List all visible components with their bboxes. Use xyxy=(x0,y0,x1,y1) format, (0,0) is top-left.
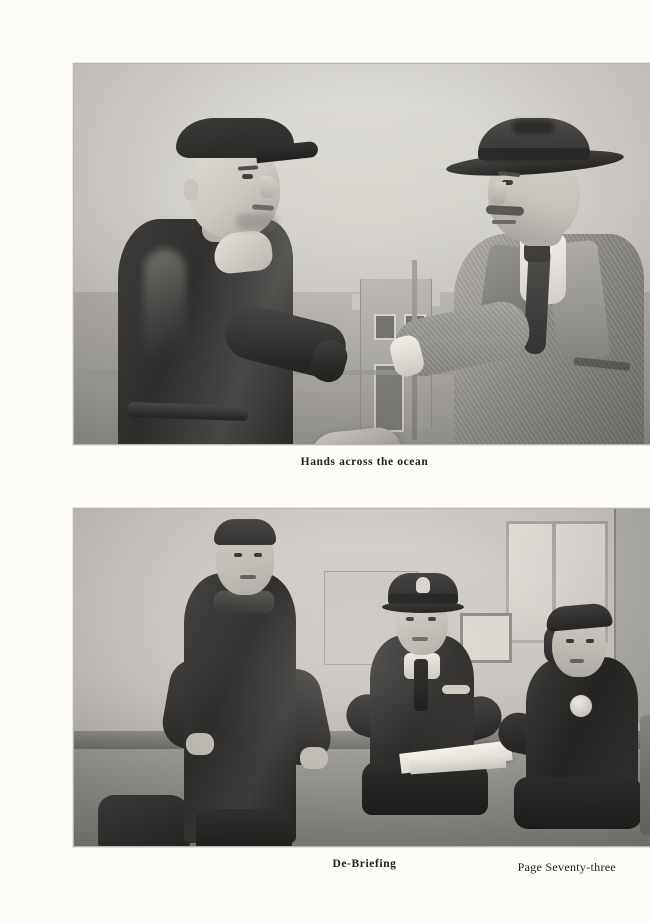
figure-top-caption: Hands across the ocean xyxy=(300,456,429,468)
background-hut-window-left xyxy=(374,314,396,340)
standing-airman-legs xyxy=(196,809,292,847)
servicewoman-eye-right xyxy=(586,639,594,643)
photo-handshake xyxy=(73,63,650,445)
servicewoman-badge xyxy=(570,695,592,717)
page-number: Page Seventy-three xyxy=(517,860,616,874)
seated-officer-eye-left xyxy=(406,617,414,621)
seated-officer-tie xyxy=(414,659,428,711)
left-man-chin-shadow xyxy=(236,214,278,230)
left-man-jacket-highlight xyxy=(144,249,186,399)
right-man-moustache xyxy=(486,205,524,216)
standing-airman-body xyxy=(184,573,296,843)
right-man-hat-band xyxy=(478,148,590,160)
right-man-nose xyxy=(488,182,506,204)
figure-bottom-caption: De-Briefing xyxy=(332,858,397,870)
seated-officer-cap-band xyxy=(388,594,458,604)
standing-airman-eye-left xyxy=(234,553,242,557)
seated-officer-mouth xyxy=(412,637,428,641)
standing-airman-hand-right xyxy=(300,747,328,769)
servicewoman-chair-back xyxy=(640,715,650,835)
seated-officer-wing-badge xyxy=(442,685,470,694)
servicewoman-mouth xyxy=(570,659,584,663)
standing-airman-hair xyxy=(214,519,276,545)
standing-airman-mouth xyxy=(240,575,256,579)
figure-top xyxy=(73,63,650,468)
right-man-mouth xyxy=(492,220,516,224)
servicewoman-lap xyxy=(514,777,642,829)
photo-debriefing xyxy=(73,508,650,847)
seated-officer-eye-right xyxy=(428,617,436,621)
figure-bottom xyxy=(73,508,650,870)
standing-airman-hand-on-hip xyxy=(186,733,214,755)
servicewoman-eye-left xyxy=(566,639,574,643)
left-man-eye xyxy=(242,174,253,179)
standing-airman-eye-right xyxy=(254,553,262,557)
foreground-chair xyxy=(98,795,190,847)
right-man-hat-crease xyxy=(512,120,554,134)
left-man-ear xyxy=(184,179,198,201)
seated-officer-cap-badge xyxy=(416,577,430,593)
